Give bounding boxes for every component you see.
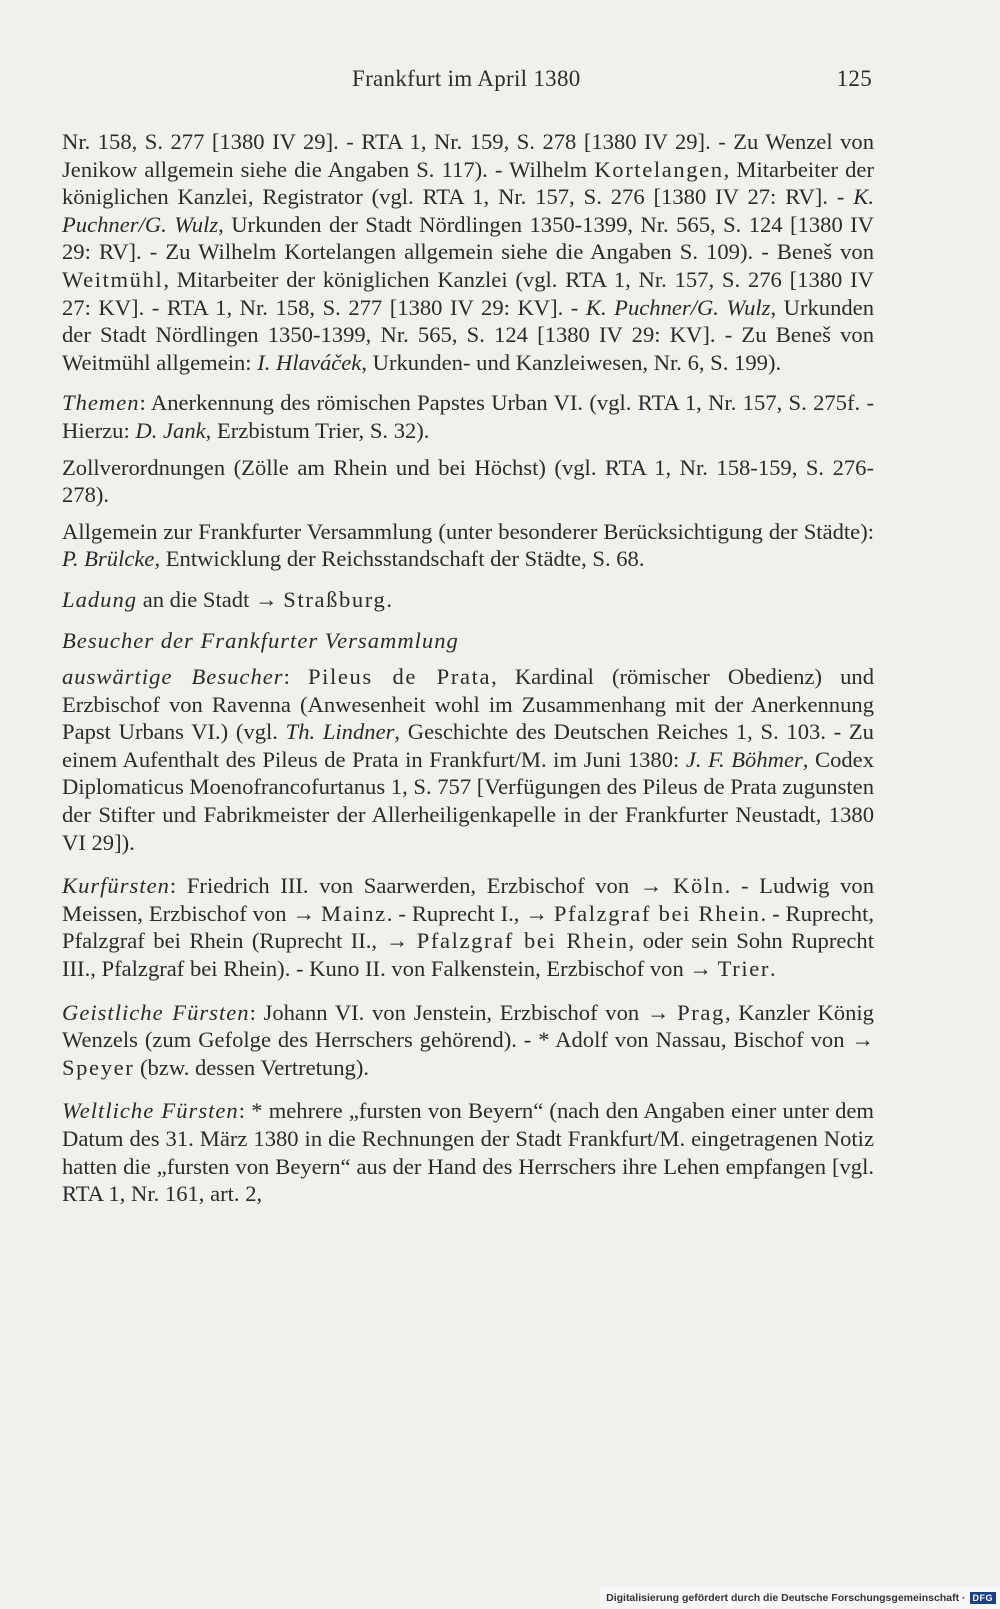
paragraph-allgemein: Allgemein zur Frankfurter Versammlung (unter besonderer Berücksichtigung der Städte): P. Brülcke, Entwicklung der Reichsstandschaft der Städte, S. 68. [62, 518, 874, 572]
section-label-auswaertige: auswärtige Besucher [62, 664, 284, 690]
section-label-themen: Themen [62, 390, 140, 416]
paragraph-personnel: Nr. 158, S. 277 [1380 IV 29]. - RTA 1, Nr. 159, S. 278 [1380 IV 29]. - Zu Wenzel von Jenikow allgemein siehe die Angaben S. 117). - Wilhelm Kortelangen, Mitarbeiter der königlichen Kanzlei, Registrator (vgl. RTA 1, Nr. 157, S. 276 [1380 IV 27: RV]. - K. Puchner/G. Wulz, Urkunden der Stadt Nördlingen 1350-1399, Nr. 565, S. 124 [1380 IV 29: RV]. - Zu Wilhelm Kortelangen allgemein siehe die Angaben S. 109). - Beneš von Weitmühl, Mitarbeiter der königlichen Kanzlei (vgl. RTA 1, Nr. 157, S. 276 [1380 IV 27: KV]. - RTA 1, Nr. 158, S. 277 [1380 IV 29: KV]. - K. Puchner/G. Wulz, Urkunden der Stadt Nördlingen 1350-1399, Nr. 565, S. 124 [1380 IV 29: KV]. - Zu Beneš von Weitmühl allgemein: I. Hlaváček, Urkunden- und Kanzleiwesen, Nr. 6, S. 199). [62, 129, 874, 375]
section-label-kurfuersten: Kurfürsten [62, 873, 170, 899]
credit-text: Digitalisierung gefördert durch die Deutsche Forschungsgemeinschaft · [606, 1592, 966, 1604]
paragraph-ladung: Ladung an die Stadt → Straßburg. [62, 586, 393, 612]
section-label-weltliche: Weltliche Fürsten [62, 1098, 239, 1124]
dfg-logo-icon: DFG [970, 1592, 997, 1604]
running-title: Frankfurt im April 1380 [352, 66, 581, 91]
section-label-ladung: Ladung [62, 586, 138, 612]
paragraph-themen: Themen: Anerkennung des römischen Papstes Urban VI. (vgl. RTA 1, Nr. 157, S. 275f. - Hierzu: D. Jank, Erzbistum Trier, S. 32). [62, 390, 874, 443]
digitization-credit [600, 1587, 1000, 1609]
paragraph-auswaertige-besucher: auswärtige Besucher: Pileus de Prata, Kardinal (römischer Obedienz) und Erzbischof von Ravenna (Anwesenheit wohl im Zusammenhang mit der Anerkennung Papst Urbans VI.) (vgl. Th. Lindner, Geschichte des Deutschen Reiches 1, S. 103. - Zu einem Aufenthalt des Pileus de Prata in Frankfurt/M. im Juni 1380: J. F. Böhmer, Codex Diplomaticus Moenofrancofurtanus 1, S. 757 [Verfügungen des Pileus de Prata zugunsten der Stifter und Fabrikmeister der Allerheiligenkapelle in der Frankfurter Neustadt, 1380 VI 29]). [62, 664, 874, 855]
paragraph-zoll: Zollverordnungen (Zölle am Rhein und bei Höchst) (vgl. RTA 1, Nr. 158-159, S. 276-278). [62, 454, 874, 508]
section-heading-besucher: Besucher der Frankfurter Versammlung [62, 627, 459, 653]
section-label-geistliche: Geistliche Fürsten [62, 999, 250, 1025]
paragraph-kurfuersten: Kurfürsten: Friedrich III. von Saarwerden, Erzbischof von → Köln. - Ludwig von Meissen, Erzbischof von → Mainz. - Ruprecht I., → Pfalzgraf bei Rhein. - Ruprecht, Pfalzgraf bei Rhein (Ruprecht II., → Pfalzgraf bei Rhein, oder sein Sohn Ruprecht III., Pfalzgraf bei Rhein). - Kuno II. von Falkenstein, Erzbischof von → Trier. [62, 873, 875, 982]
page-number: 125 [836, 66, 872, 91]
paragraph-weltliche-fuersten: Weltliche Fürsten: * mehrere „fursten von Beyern“ (nach den Angaben einer unter dem Datum des 31. März 1380 in die Rechnungen der Stadt Frankfurt/M. eingetragenen Notiz hatten die „fursten von Beyern“ aus der Hand des Herrschers ihre Lehen empfangen [vgl. RTA 1, Nr. 161, art. 2, [62, 1098, 875, 1207]
body-text [62, 128, 874, 1208]
paragraph-geistliche-fuersten: Geistliche Fürsten: Johann VI. von Jenstein, Erzbischof von → Prag, Kanzler König Wenzels (zum Gefolge des Herrschers gehörend). - * Adolf von Nassau, Bischof von → Speyer (bzw. dessen Vertretung). [62, 999, 874, 1080]
